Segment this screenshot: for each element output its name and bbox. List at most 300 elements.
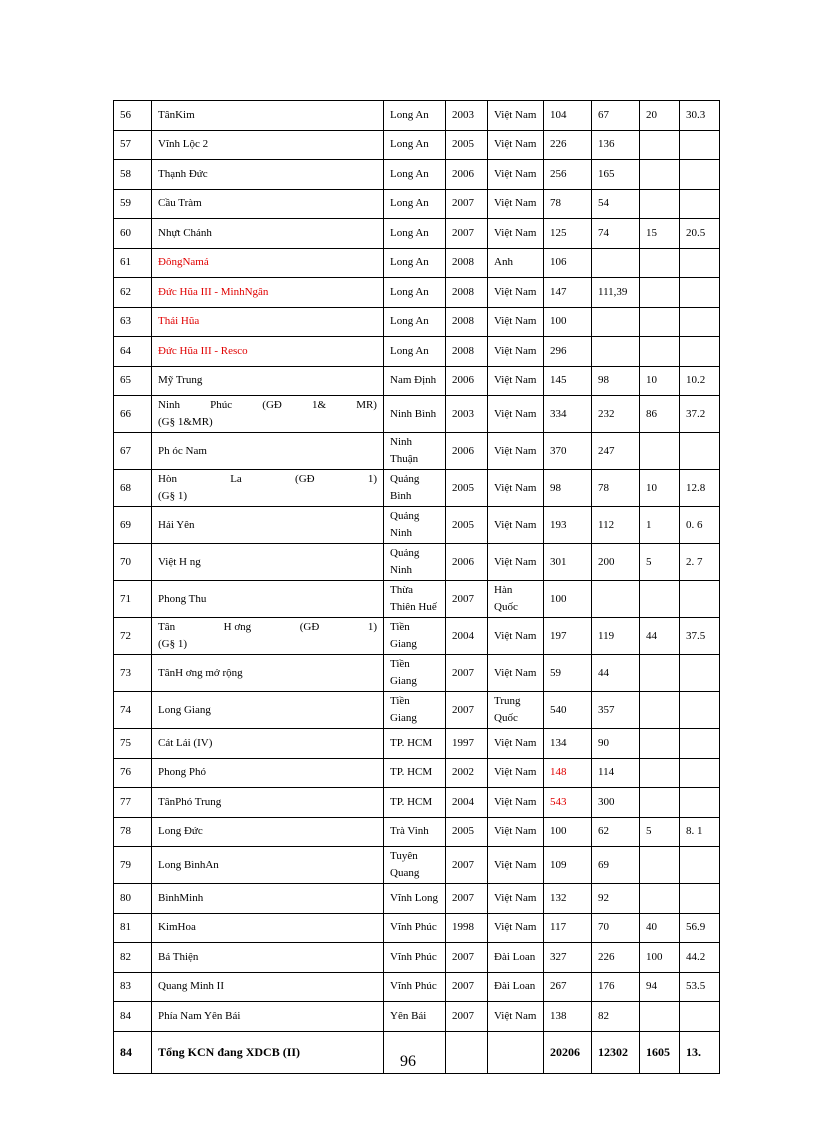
occupancy-rate-cell: 56.9 (680, 913, 720, 943)
province-cell: Long An (384, 101, 446, 131)
area-leased-cell: 10 (640, 366, 680, 396)
row-number-cell: 64 (114, 337, 152, 367)
area-leased-cell: 40 (640, 913, 680, 943)
table-row (114, 470, 720, 507)
province-cell: Long An (384, 278, 446, 308)
row-number-cell: 78 (114, 817, 152, 847)
year-cell: 2007 (446, 972, 488, 1002)
year-cell: 2007 (446, 219, 488, 249)
area-total-cell: 301 (544, 544, 592, 581)
area-total-cell: 540 (544, 692, 592, 729)
table-row (114, 847, 720, 884)
table-row (114, 189, 720, 219)
area-leased-cell: 5 (640, 544, 680, 581)
area-industrial-cell: 92 (592, 884, 640, 914)
area-industrial-cell: 82 (592, 1002, 640, 1032)
year-cell: 2006 (446, 160, 488, 190)
province-cell: TP. HCM (384, 729, 446, 759)
zone-name-cell: Vĩnh Lộc 2 (152, 130, 384, 160)
area-industrial-cell: 200 (592, 544, 640, 581)
area-total-cell: 100 (544, 817, 592, 847)
area-total-cell: 106 (544, 248, 592, 278)
zone-name-cell: TânKim (152, 101, 384, 131)
zone-name-cell: Ph óc Nam (152, 433, 384, 470)
province-cell: Tuyên Quang (384, 847, 446, 884)
area-total-cell: 125 (544, 219, 592, 249)
area-industrial-cell: 136 (592, 130, 640, 160)
area-leased-cell: 5 (640, 817, 680, 847)
row-number-cell: 60 (114, 219, 152, 249)
province-cell: Tiền Giang (384, 618, 446, 655)
province-cell: Tiền Giang (384, 655, 446, 692)
total-area-total-cell: 20206 (544, 1031, 592, 1073)
year-cell: 1997 (446, 729, 488, 759)
year-cell: 2002 (446, 758, 488, 788)
zone-name-cell: Long Đức (152, 817, 384, 847)
occupancy-rate-cell (680, 581, 720, 618)
zone-name-cell: KimHoa (152, 913, 384, 943)
table-row (114, 337, 720, 367)
area-industrial-cell: 357 (592, 692, 640, 729)
occupancy-rate-cell (680, 130, 720, 160)
year-cell: 2005 (446, 507, 488, 544)
area-leased-cell (640, 248, 680, 278)
area-total-cell: 104 (544, 101, 592, 131)
area-total-cell: 134 (544, 729, 592, 759)
area-leased-cell (640, 692, 680, 729)
year-cell: 2003 (446, 101, 488, 131)
area-leased-cell (640, 758, 680, 788)
year-cell: 2008 (446, 307, 488, 337)
area-industrial-cell: 300 (592, 788, 640, 818)
investor-cell: Việt Nam (488, 101, 544, 131)
row-number-cell: 56 (114, 101, 152, 131)
area-industrial-cell: 78 (592, 470, 640, 507)
investor-cell: Việt Nam (488, 278, 544, 308)
province-cell: Long An (384, 160, 446, 190)
occupancy-rate-cell: 20.5 (680, 219, 720, 249)
table-row (114, 758, 720, 788)
area-leased-cell (640, 581, 680, 618)
zone-name-cell (152, 618, 384, 655)
province-cell: Vĩnh Long (384, 884, 446, 914)
occupancy-rate-cell: 53.5 (680, 972, 720, 1002)
row-number-cell: 66 (114, 396, 152, 433)
table-row (114, 130, 720, 160)
zone-name-cell: Đức Hũa III - Resco (152, 337, 384, 367)
industrial-zones-table-container (113, 100, 719, 1074)
zone-name-word: Ninh (158, 399, 180, 411)
area-leased-cell (640, 729, 680, 759)
zone-name-cell: Việt H ng (152, 544, 384, 581)
province-cell: Long An (384, 248, 446, 278)
table-row (114, 160, 720, 190)
year-cell: 2006 (446, 433, 488, 470)
area-industrial-cell: 90 (592, 729, 640, 759)
table-row (114, 507, 720, 544)
area-industrial-cell (592, 581, 640, 618)
year-cell: 2007 (446, 943, 488, 973)
area-industrial-cell: 114 (592, 758, 640, 788)
province-cell: Long An (384, 130, 446, 160)
area-total-cell: 543 (544, 788, 592, 818)
row-number-cell: 76 (114, 758, 152, 788)
zone-name-line (158, 619, 377, 636)
table-row (114, 396, 720, 433)
occupancy-rate-cell (680, 758, 720, 788)
row-number-cell: 82 (114, 943, 152, 973)
zone-name-cell: TânPhó Trung (152, 788, 384, 818)
year-cell: 2005 (446, 470, 488, 507)
row-number-cell: 61 (114, 248, 152, 278)
zone-name-cell: Cát Lái (IV) (152, 729, 384, 759)
zone-name-cell: Thạnh Đức (152, 160, 384, 190)
industrial-zones-table (113, 100, 720, 1074)
occupancy-rate-cell (680, 1002, 720, 1032)
occupancy-rate-cell (680, 337, 720, 367)
year-cell: 2007 (446, 189, 488, 219)
total-area-industrial-cell: 12302 (592, 1031, 640, 1073)
investor-cell: Việt Nam (488, 655, 544, 692)
area-total-cell: 98 (544, 470, 592, 507)
area-leased-cell (640, 788, 680, 818)
zone-name-cell: Quang Minh II (152, 972, 384, 1002)
year-cell: 2003 (446, 396, 488, 433)
investor-cell: Đài Loan (488, 943, 544, 973)
area-total-cell: 296 (544, 337, 592, 367)
area-leased-cell: 20 (640, 101, 680, 131)
occupancy-rate-cell: 8. 1 (680, 817, 720, 847)
investor-cell: Việt Nam (488, 847, 544, 884)
province-cell: Ninh Thuận (384, 433, 446, 470)
zone-name-cell: Bá Thiện (152, 943, 384, 973)
area-total-cell: 197 (544, 618, 592, 655)
area-leased-cell (640, 189, 680, 219)
area-industrial-cell: 67 (592, 101, 640, 131)
occupancy-rate-cell (680, 884, 720, 914)
area-leased-cell (640, 655, 680, 692)
province-cell: Long An (384, 337, 446, 367)
investor-cell: Việt Nam (488, 160, 544, 190)
year-cell: 2008 (446, 248, 488, 278)
province-cell: Long An (384, 219, 446, 249)
province-cell: Quảng Ninh (384, 507, 446, 544)
area-leased-cell (640, 307, 680, 337)
zone-name-cell: TânH ơng mở rộng (152, 655, 384, 692)
investor-cell: Việt Nam (488, 219, 544, 249)
investor-cell: Hàn Quốc (488, 581, 544, 618)
investor-cell: Việt Nam (488, 470, 544, 507)
investor-cell: Việt Nam (488, 130, 544, 160)
table-row (114, 278, 720, 308)
area-leased-cell: 44 (640, 618, 680, 655)
investor-cell: Việt Nam (488, 788, 544, 818)
zone-name-cell: ĐôngNamá (152, 248, 384, 278)
zone-name-word: (GĐ (295, 473, 315, 485)
zone-name-word: (GĐ (299, 621, 320, 633)
table-row (114, 581, 720, 618)
area-industrial-cell: 226 (592, 943, 640, 973)
area-total-cell: 59 (544, 655, 592, 692)
row-number-cell: 74 (114, 692, 152, 729)
investor-cell: Việt Nam (488, 396, 544, 433)
investor-cell: Việt Nam (488, 433, 544, 470)
zone-name-word: La (230, 473, 242, 485)
occupancy-rate-cell (680, 160, 720, 190)
row-number-cell: 70 (114, 544, 152, 581)
row-number-cell: 79 (114, 847, 152, 884)
year-cell: 2007 (446, 581, 488, 618)
investor-cell: Việt Nam (488, 189, 544, 219)
area-industrial-cell: 98 (592, 366, 640, 396)
investor-cell: Việt Nam (488, 307, 544, 337)
investor-cell: Việt Nam (488, 729, 544, 759)
area-industrial-cell (592, 337, 640, 367)
province-cell: Vĩnh Phúc (384, 913, 446, 943)
table-row (114, 692, 720, 729)
table-row (114, 618, 720, 655)
occupancy-rate-cell (680, 433, 720, 470)
occupancy-rate-cell (680, 655, 720, 692)
investor-cell: Việt Nam (488, 758, 544, 788)
area-total-cell: 117 (544, 913, 592, 943)
year-cell: 2005 (446, 130, 488, 160)
area-total-cell: 138 (544, 1002, 592, 1032)
zone-name-cell: Cầu Tràm (152, 189, 384, 219)
year-cell: 2007 (446, 692, 488, 729)
row-number-cell: 57 (114, 130, 152, 160)
area-leased-cell: 15 (640, 219, 680, 249)
area-industrial-cell: 70 (592, 913, 640, 943)
zone-name-cell: Long BìnhAn (152, 847, 384, 884)
total-occupancy-rate-cell: 13. (680, 1031, 720, 1073)
year-cell: 2005 (446, 817, 488, 847)
area-leased-cell (640, 160, 680, 190)
area-total-cell: 226 (544, 130, 592, 160)
area-total-cell: 132 (544, 884, 592, 914)
occupancy-rate-cell: 0. 6 (680, 507, 720, 544)
province-cell: Ninh Bình (384, 396, 446, 433)
zone-name-cell: Mỹ Trung (152, 366, 384, 396)
area-industrial-cell: 54 (592, 189, 640, 219)
zone-name-cell: Thái Hũa (152, 307, 384, 337)
zone-name-word: H ơng (223, 621, 252, 633)
investor-cell: Việt Nam (488, 507, 544, 544)
occupancy-rate-cell: 37.5 (680, 618, 720, 655)
area-total-cell: 147 (544, 278, 592, 308)
zone-name-cell: Long Giang (152, 692, 384, 729)
area-leased-cell: 1 (640, 507, 680, 544)
page-number: 96 (400, 1053, 416, 1070)
area-leased-cell (640, 130, 680, 160)
table-row (114, 655, 720, 692)
total-area-leased-cell: 1605 (640, 1031, 680, 1073)
occupancy-rate-cell (680, 847, 720, 884)
zone-name-cell: Phía Nam Yên Bái (152, 1002, 384, 1032)
zone-name-line (158, 471, 377, 488)
year-cell: 2008 (446, 278, 488, 308)
zone-name-phase: (G§ 1) (158, 638, 188, 650)
table-row (114, 219, 720, 249)
row-number-cell: 77 (114, 788, 152, 818)
row-number-cell: 63 (114, 307, 152, 337)
table-row (114, 248, 720, 278)
investor-cell: Việt Nam (488, 884, 544, 914)
row-number-cell: 71 (114, 581, 152, 618)
table-row (114, 101, 720, 131)
table-row (114, 972, 720, 1002)
zone-name-word: 1) (367, 621, 377, 633)
row-number-cell: 72 (114, 618, 152, 655)
area-total-cell: 256 (544, 160, 592, 190)
year-cell: 2007 (446, 1002, 488, 1032)
area-leased-cell (640, 847, 680, 884)
area-total-cell: 78 (544, 189, 592, 219)
row-number-cell: 58 (114, 160, 152, 190)
province-cell: Vĩnh Phúc (384, 943, 446, 973)
province-cell: TP. HCM (384, 758, 446, 788)
area-leased-cell (640, 1002, 680, 1032)
zone-name-cell: BìnhMinh (152, 884, 384, 914)
year-cell: 2006 (446, 366, 488, 396)
occupancy-rate-cell (680, 189, 720, 219)
zone-name-word: 1) (367, 473, 377, 485)
occupancy-rate-cell (680, 278, 720, 308)
row-number-cell: 84 (114, 1002, 152, 1032)
province-cell: Thừa Thiên Huế (384, 581, 446, 618)
table-row (114, 729, 720, 759)
row-number-cell: 65 (114, 366, 152, 396)
zone-name-cell: Nhựt Chánh (152, 219, 384, 249)
zone-name-word: (GĐ (262, 399, 282, 411)
province-cell: Yên Bái (384, 1002, 446, 1032)
area-leased-cell: 86 (640, 396, 680, 433)
investor-cell: Việt Nam (488, 817, 544, 847)
occupancy-rate-cell (680, 788, 720, 818)
occupancy-rate-cell (680, 248, 720, 278)
year-cell: 2006 (446, 544, 488, 581)
area-industrial-cell: 119 (592, 618, 640, 655)
area-total-cell: 267 (544, 972, 592, 1002)
area-leased-cell (640, 884, 680, 914)
area-leased-cell: 100 (640, 943, 680, 973)
area-leased-cell (640, 337, 680, 367)
province-cell: Quảng Ninh (384, 544, 446, 581)
row-number-cell: 69 (114, 507, 152, 544)
area-industrial-cell: 74 (592, 219, 640, 249)
zone-name-cell: Phong Phó (152, 758, 384, 788)
province-cell: TP. HCM (384, 788, 446, 818)
investor-cell: Đài Loan (488, 972, 544, 1002)
row-number-cell: 81 (114, 913, 152, 943)
investor-cell: Trung Quốc (488, 692, 544, 729)
area-industrial-cell: 69 (592, 847, 640, 884)
year-cell: 1998 (446, 913, 488, 943)
occupancy-rate-cell: 12.8 (680, 470, 720, 507)
table-row (114, 817, 720, 847)
occupancy-rate-cell: 44.2 (680, 943, 720, 973)
area-total-cell: 148 (544, 758, 592, 788)
area-leased-cell: 10 (640, 470, 680, 507)
area-industrial-cell (592, 307, 640, 337)
table-row (114, 884, 720, 914)
total-zone-name-cell: Tổng KCN đang XDCB (II) (152, 1031, 384, 1073)
occupancy-rate-cell: 37.2 (680, 396, 720, 433)
area-total-cell: 145 (544, 366, 592, 396)
year-cell: 2004 (446, 788, 488, 818)
province-cell: Long An (384, 307, 446, 337)
row-number-cell: 80 (114, 884, 152, 914)
zone-name-line (158, 397, 377, 414)
area-total-cell: 334 (544, 396, 592, 433)
zone-name-cell: Đức Hũa III - MinhNgân (152, 278, 384, 308)
area-industrial-cell: 165 (592, 160, 640, 190)
table-row (114, 913, 720, 943)
occupancy-rate-cell: 2. 7 (680, 544, 720, 581)
zone-name-phase: (G§ 1) (158, 490, 188, 502)
area-industrial-cell: 247 (592, 433, 640, 470)
area-industrial-cell: 62 (592, 817, 640, 847)
area-leased-cell (640, 278, 680, 308)
area-total-cell: 109 (544, 847, 592, 884)
area-total-cell: 100 (544, 307, 592, 337)
table-row (114, 544, 720, 581)
province-cell: Long An (384, 189, 446, 219)
table-row (114, 1002, 720, 1032)
investor-cell: Việt Nam (488, 618, 544, 655)
table-row (114, 366, 720, 396)
area-total-cell: 100 (544, 581, 592, 618)
zone-name-word: MR) (356, 399, 377, 411)
investor-cell: Việt Nam (488, 337, 544, 367)
year-cell: 2007 (446, 847, 488, 884)
occupancy-rate-cell: 30.3 (680, 101, 720, 131)
row-number-cell: 62 (114, 278, 152, 308)
occupancy-rate-cell (680, 729, 720, 759)
investor-cell: Việt Nam (488, 1002, 544, 1032)
area-total-cell: 370 (544, 433, 592, 470)
zone-name-word: Hòn (158, 473, 177, 485)
zone-name-word: Tân (158, 621, 176, 633)
zone-name-cell (152, 396, 384, 433)
area-total-cell: 327 (544, 943, 592, 973)
investor-cell: Anh (488, 248, 544, 278)
row-number-cell: 83 (114, 972, 152, 1002)
year-cell: 2004 (446, 618, 488, 655)
row-number-cell: 73 (114, 655, 152, 692)
area-industrial-cell: 232 (592, 396, 640, 433)
zone-name-cell: Phong Thu (152, 581, 384, 618)
table-row (114, 433, 720, 470)
province-cell: Trà Vinh (384, 817, 446, 847)
table-row (114, 788, 720, 818)
table-row (114, 307, 720, 337)
year-cell: 2008 (446, 337, 488, 367)
area-industrial-cell: 176 (592, 972, 640, 1002)
investor-cell: Việt Nam (488, 544, 544, 581)
area-leased-cell: 94 (640, 972, 680, 1002)
area-industrial-cell: 112 (592, 507, 640, 544)
total-row-number-cell: 84 (114, 1031, 152, 1073)
area-industrial-cell: 111,39 (592, 278, 640, 308)
row-number-cell: 68 (114, 470, 152, 507)
occupancy-rate-cell: 10.2 (680, 366, 720, 396)
table-row (114, 943, 720, 973)
province-cell: Nam Định (384, 366, 446, 396)
zone-name-word: 1& (311, 399, 327, 411)
area-leased-cell (640, 433, 680, 470)
province-cell: Tiền Giang (384, 692, 446, 729)
